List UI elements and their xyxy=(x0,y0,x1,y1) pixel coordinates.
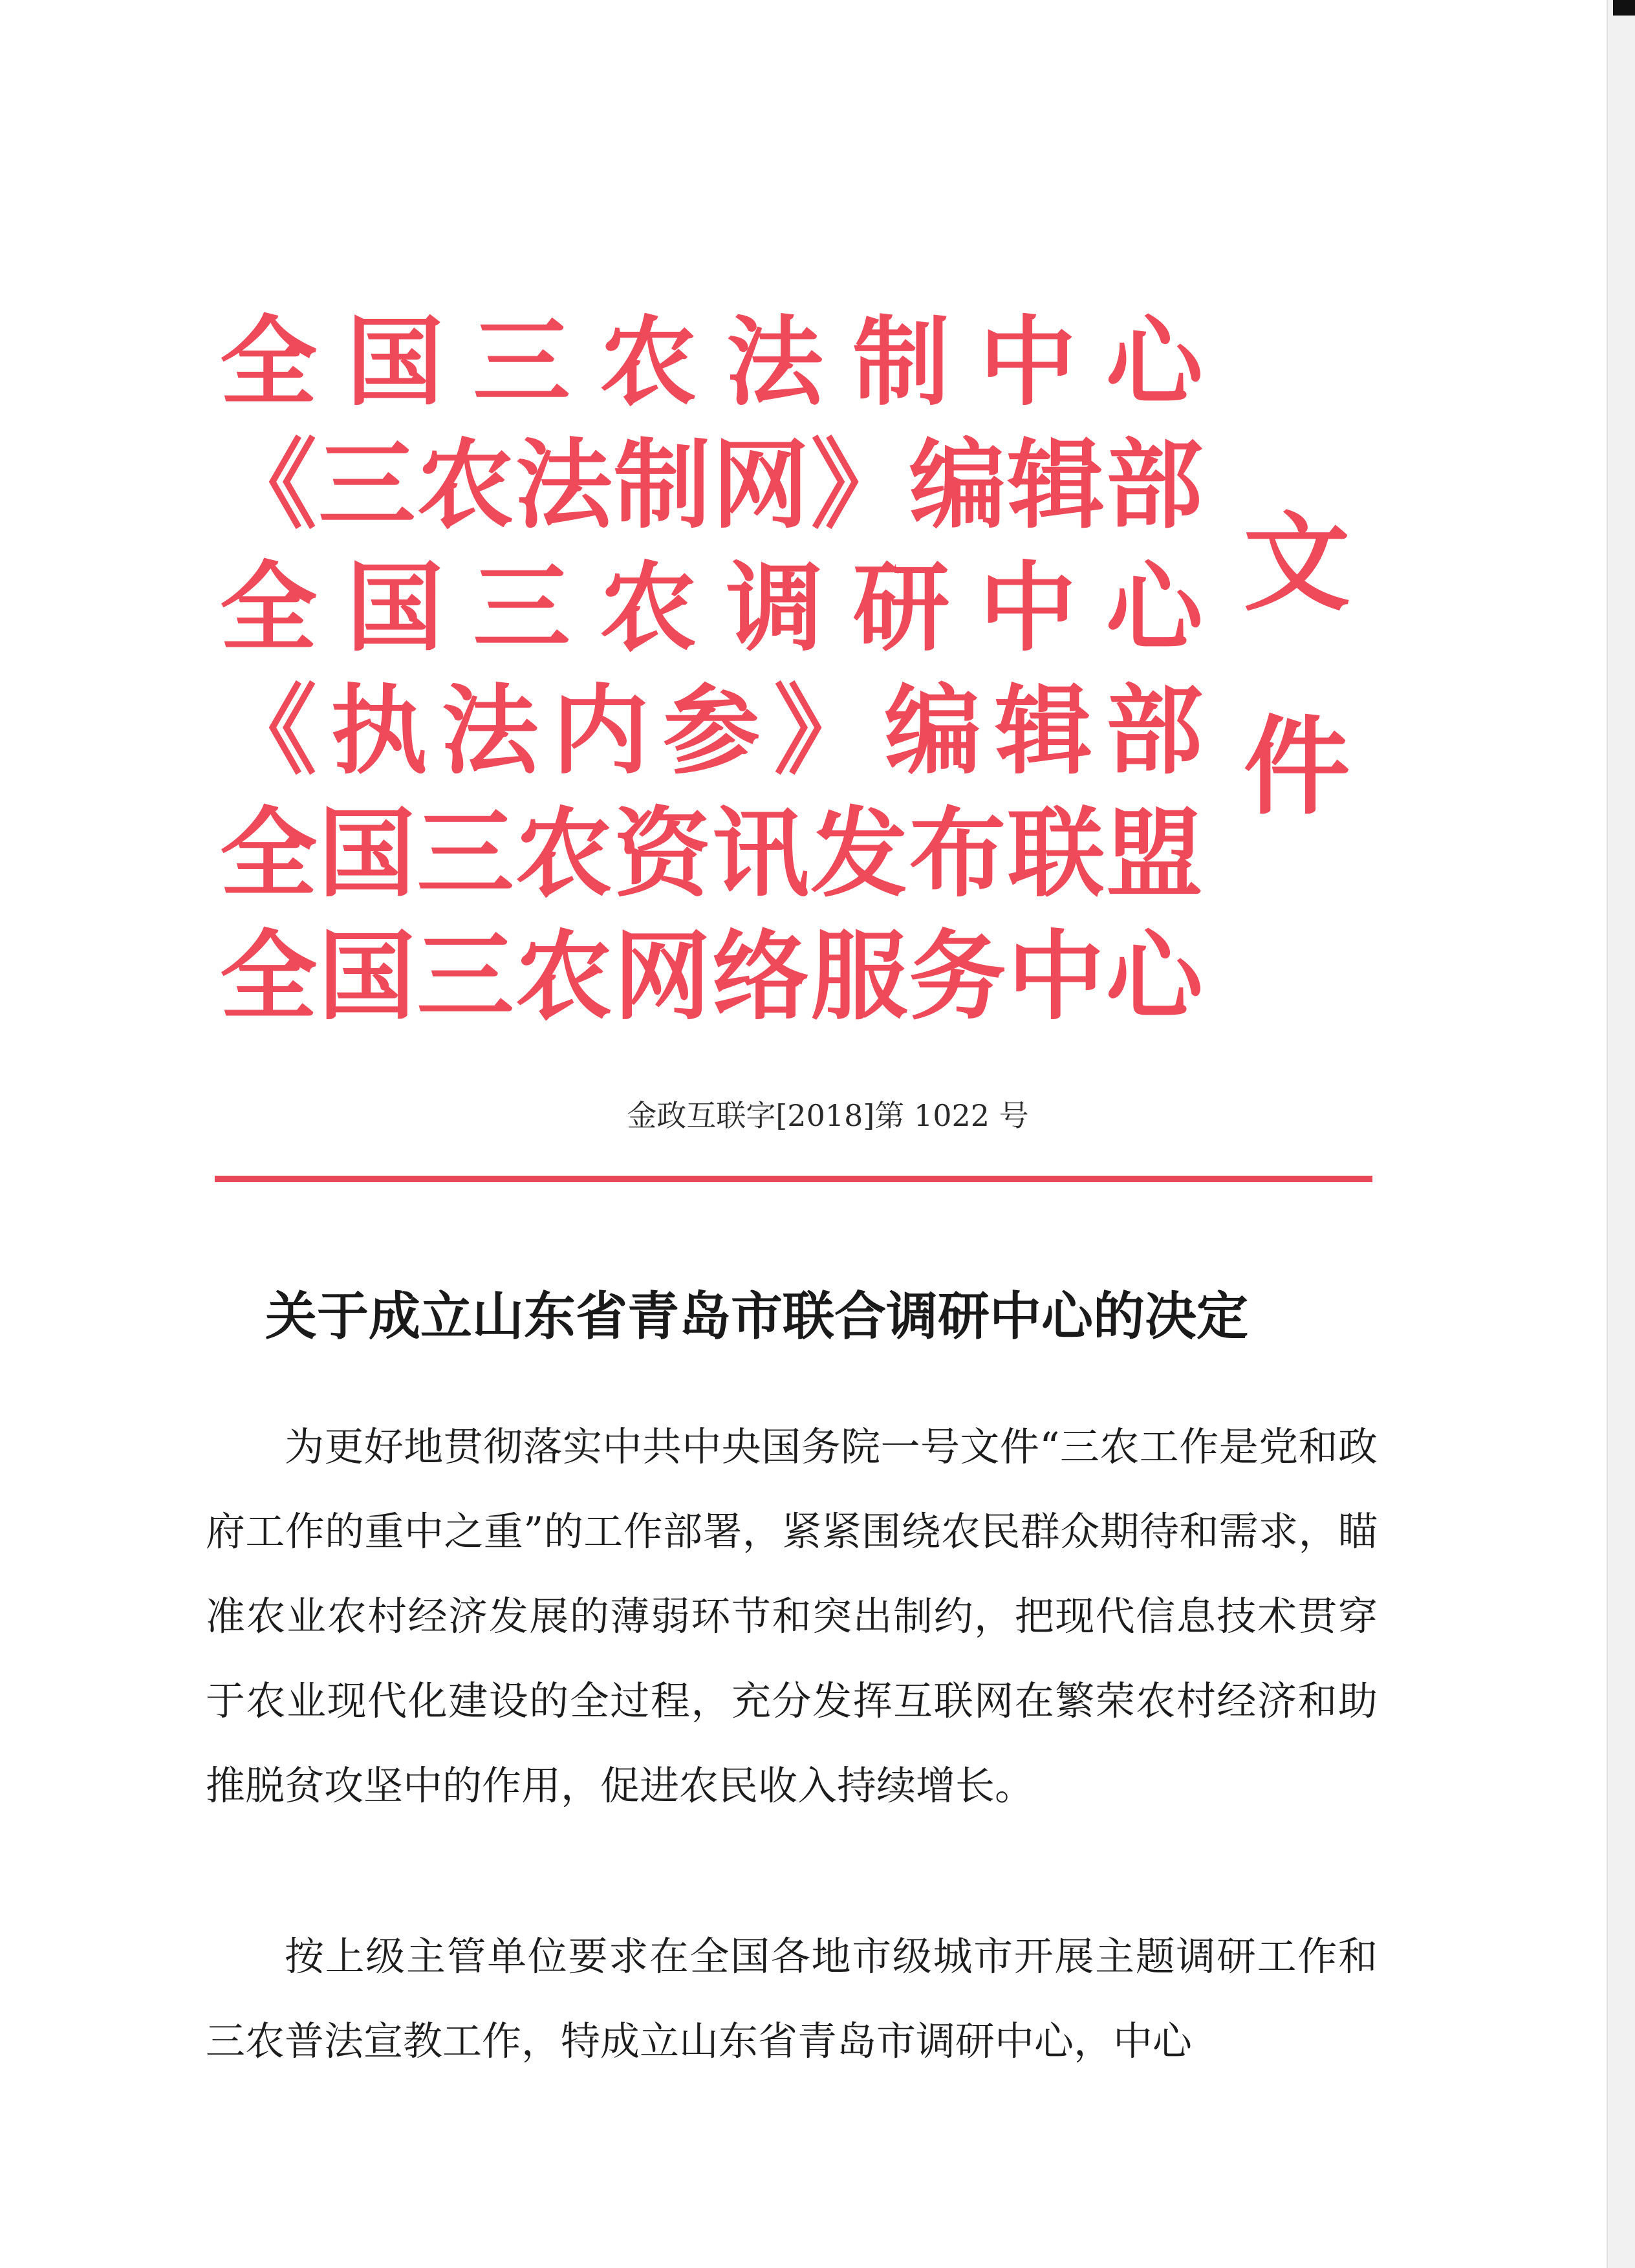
org-char: 三 xyxy=(473,305,570,419)
org-line xyxy=(220,427,1203,543)
org-char: 辑 xyxy=(1007,428,1105,542)
org-char: 法 xyxy=(515,428,612,542)
org-char: 执 xyxy=(330,674,428,788)
scan-corner-mark xyxy=(1613,0,1635,16)
org-char: 农 xyxy=(515,920,612,1033)
org-char: 服 xyxy=(810,920,908,1033)
org-char: 三 xyxy=(417,920,514,1033)
org-line xyxy=(220,918,1203,1035)
document-label-jian: 件 xyxy=(1243,704,1350,829)
org-char: 制 xyxy=(613,428,711,542)
org-line xyxy=(220,304,1203,420)
org-char: 三 xyxy=(417,797,514,911)
org-char: 部 xyxy=(1105,674,1203,788)
org-char: 联 xyxy=(1007,797,1105,911)
red-divider-line xyxy=(215,1176,1372,1182)
org-char: 《 xyxy=(220,428,318,542)
org-char: 》 xyxy=(810,428,908,542)
org-char: 全 xyxy=(220,551,318,665)
document-number: 金政互联字[2018]第 1022 号 xyxy=(627,1098,1029,1133)
org-char: 国 xyxy=(318,797,416,911)
document-title: 关于成立山东省青岛市联合调研中心的决定 xyxy=(265,1286,1248,1346)
org-char: 讯 xyxy=(712,797,810,911)
issuing-organizations xyxy=(220,304,1203,1041)
org-char: 》 xyxy=(774,674,871,788)
org-char: 络 xyxy=(712,920,810,1033)
org-char: 编 xyxy=(909,428,1006,542)
org-char: 国 xyxy=(346,305,444,419)
org-char: 心 xyxy=(1105,305,1203,419)
org-line xyxy=(220,673,1203,789)
body-paragraph: 为更好地贯彻落实中共中央国务院一号文件“三农工作是党和政府工作的重中之重”的工作部署，紧紧围绕农民群众期待和需求，瞄准农业农村经济发展的薄弱环节和突出制约，把现代信息技术贯穿于农业现代化建设的全过程，充分发挥互联网在繁荣农村经济和助推脱贫攻坚中的作用，促进农民收入持续增长。 xyxy=(206,1424,1378,1809)
org-char: 中 xyxy=(979,305,1077,419)
org-char: 全 xyxy=(220,920,318,1033)
org-char: 网 xyxy=(613,920,711,1033)
org-char: 盟 xyxy=(1105,797,1203,911)
org-char: 研 xyxy=(852,551,950,665)
org-char: 编 xyxy=(884,674,982,788)
org-line xyxy=(220,550,1203,666)
org-char: 《 xyxy=(220,674,318,788)
org-char: 农 xyxy=(417,428,514,542)
org-char: 三 xyxy=(473,551,570,665)
org-char: 全 xyxy=(220,305,318,419)
org-char: 网 xyxy=(712,428,810,542)
org-char: 参 xyxy=(662,674,760,788)
org-line xyxy=(220,795,1203,912)
org-char: 法 xyxy=(726,305,823,419)
org-char: 国 xyxy=(318,920,416,1033)
org-char: 中 xyxy=(979,551,1077,665)
org-char: 辑 xyxy=(995,674,1092,788)
org-char: 农 xyxy=(600,551,697,665)
org-char: 三 xyxy=(318,428,416,542)
org-char: 布 xyxy=(909,797,1006,911)
body-paragraph: 按上级主管单位要求在全国各地市级城市开展主题调研工作和三农普法宣教工作，特成立山东省青岛市调研中心，中心 xyxy=(206,1934,1378,2064)
org-char: 国 xyxy=(346,551,444,665)
org-char: 发 xyxy=(810,797,908,911)
org-char: 务 xyxy=(909,920,1006,1033)
org-char: 法 xyxy=(441,674,539,788)
org-char: 心 xyxy=(1105,920,1203,1033)
document-label-wen: 文 xyxy=(1243,500,1350,625)
org-char: 调 xyxy=(726,551,823,665)
org-char: 农 xyxy=(515,797,612,911)
org-char: 资 xyxy=(613,797,711,911)
org-char: 部 xyxy=(1105,428,1203,542)
org-char: 制 xyxy=(852,305,950,419)
org-char: 中 xyxy=(1007,920,1105,1033)
org-char: 农 xyxy=(600,305,697,419)
org-char: 全 xyxy=(220,797,318,911)
scan-edge xyxy=(1607,0,1635,2268)
org-char: 内 xyxy=(552,674,649,788)
org-char: 心 xyxy=(1105,551,1203,665)
